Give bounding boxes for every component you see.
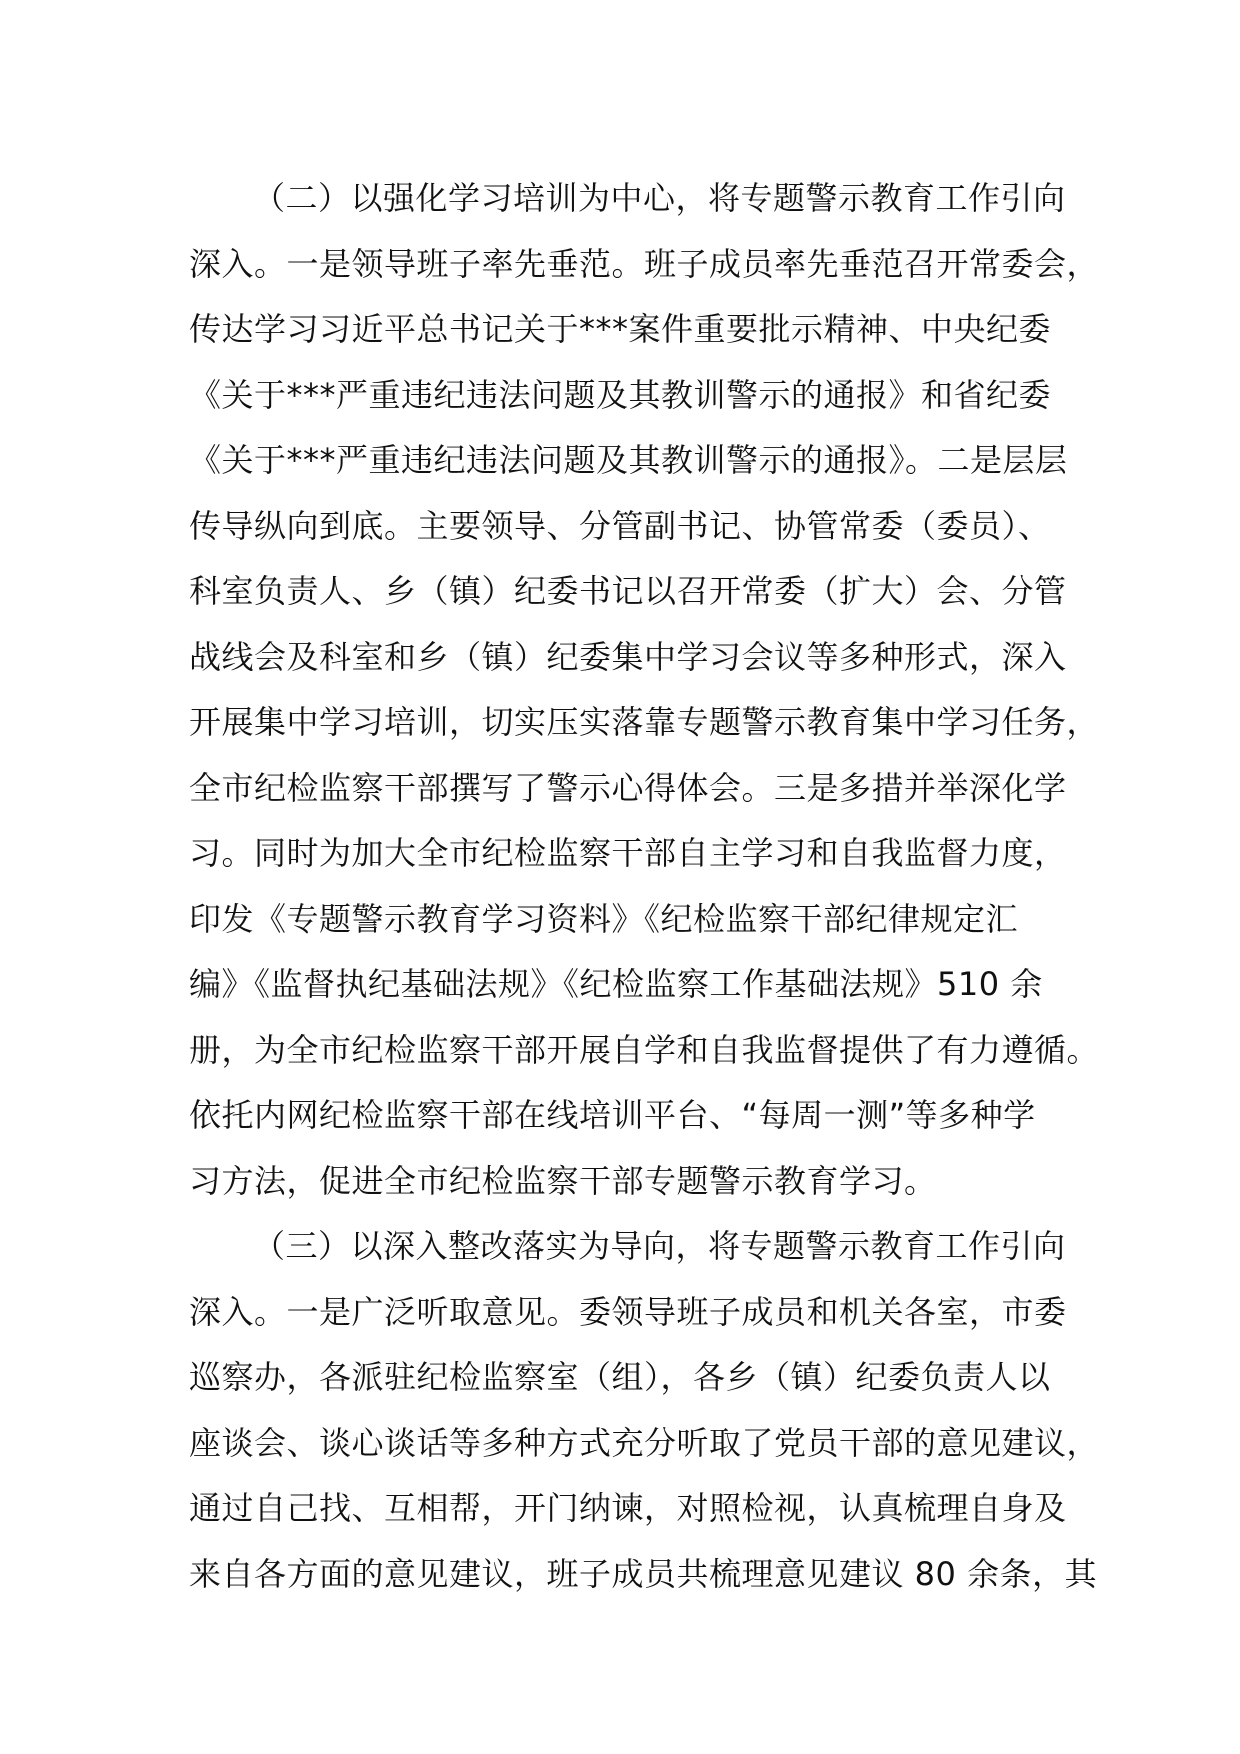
- paragraph-line: 全市纪检监察干部撰写了警示心得体会。三是多措并举深化学: [189, 768, 1067, 807]
- paragraph-line: 深入。一是广泛听取意见。委领导班子成员和机关各室，市委: [189, 1292, 1067, 1331]
- document-body: [189, 166, 1100, 1607]
- paragraph-line: 深入。一是领导班子率先垂范。班子成员率先垂范召开常委会，: [189, 244, 1100, 283]
- paragraph-line: 传导纵向到底。主要领导、分管副书记、协管常委（委员）、: [189, 506, 1051, 545]
- paragraph-line: 科室负责人、乡（镇）纪委书记以召开常委（扩大）会、分管: [189, 572, 1067, 610]
- paragraph-line: 依托内网纪检监察干部在线培训平台、“每周一测”等多种学: [189, 1096, 1036, 1134]
- paragraph-line: 传达学习习近平总书记关于***案件重要批示精神、中央纪委: [189, 310, 1052, 348]
- paragraph-line: （二）以强化学习培训为中心，将专题警示教育工作引向: [253, 179, 1066, 217]
- paragraph-line: 《关于***严重违纪违法问题及其教训警示的通报》和省纪委: [189, 375, 1052, 414]
- paragraph-line: 座谈会、谈心谈话等多种方式充分听取了党员干部的意见建议，: [189, 1423, 1100, 1462]
- paragraph-line: 开展集中学习培训，切实压实落靠专题警示教育集中学习任务，: [189, 703, 1100, 741]
- paragraph-line: 印发《专题警示教育学习资料》《纪检监察干部纪律规定汇: [189, 899, 1019, 938]
- paragraph-line: 编》《监督执纪基础法规》《纪检监察工作基础法规》510 余: [189, 965, 1043, 1003]
- paragraph-line: 习。同时为加大全市纪检监察干部自主学习和自我监督力度，: [189, 834, 1067, 872]
- paragraph-line: 来自各方面的意见建议，班子成员共梳理意见建议 80 余条，其: [189, 1554, 1098, 1593]
- paragraph-line: 《关于***严重违纪违法问题及其教训警示的通报》。二是层层: [189, 441, 1068, 479]
- paragraph-line: （三）以深入整改落实为导向，将专题警示教育工作引向: [253, 1227, 1066, 1265]
- paragraph-line: 巡察办，各派驻纪检监察室（组），各乡（镇）纪委负责人以: [189, 1358, 1051, 1396]
- paragraph-line: 习方法，促进全市纪检监察干部专题警示教育学习。: [189, 1161, 937, 1200]
- paragraph-line: 战线会及科室和乡（镇）纪委集中学习会议等多种形式，深入: [189, 637, 1067, 676]
- paragraph-line: 册，为全市纪检监察干部开展自学和自我监督提供了有力遵循。: [189, 1030, 1100, 1069]
- paragraph-line: 通过自己找、互相帮，开门纳谏，对照检视，认真梳理自身及: [189, 1489, 1067, 1527]
